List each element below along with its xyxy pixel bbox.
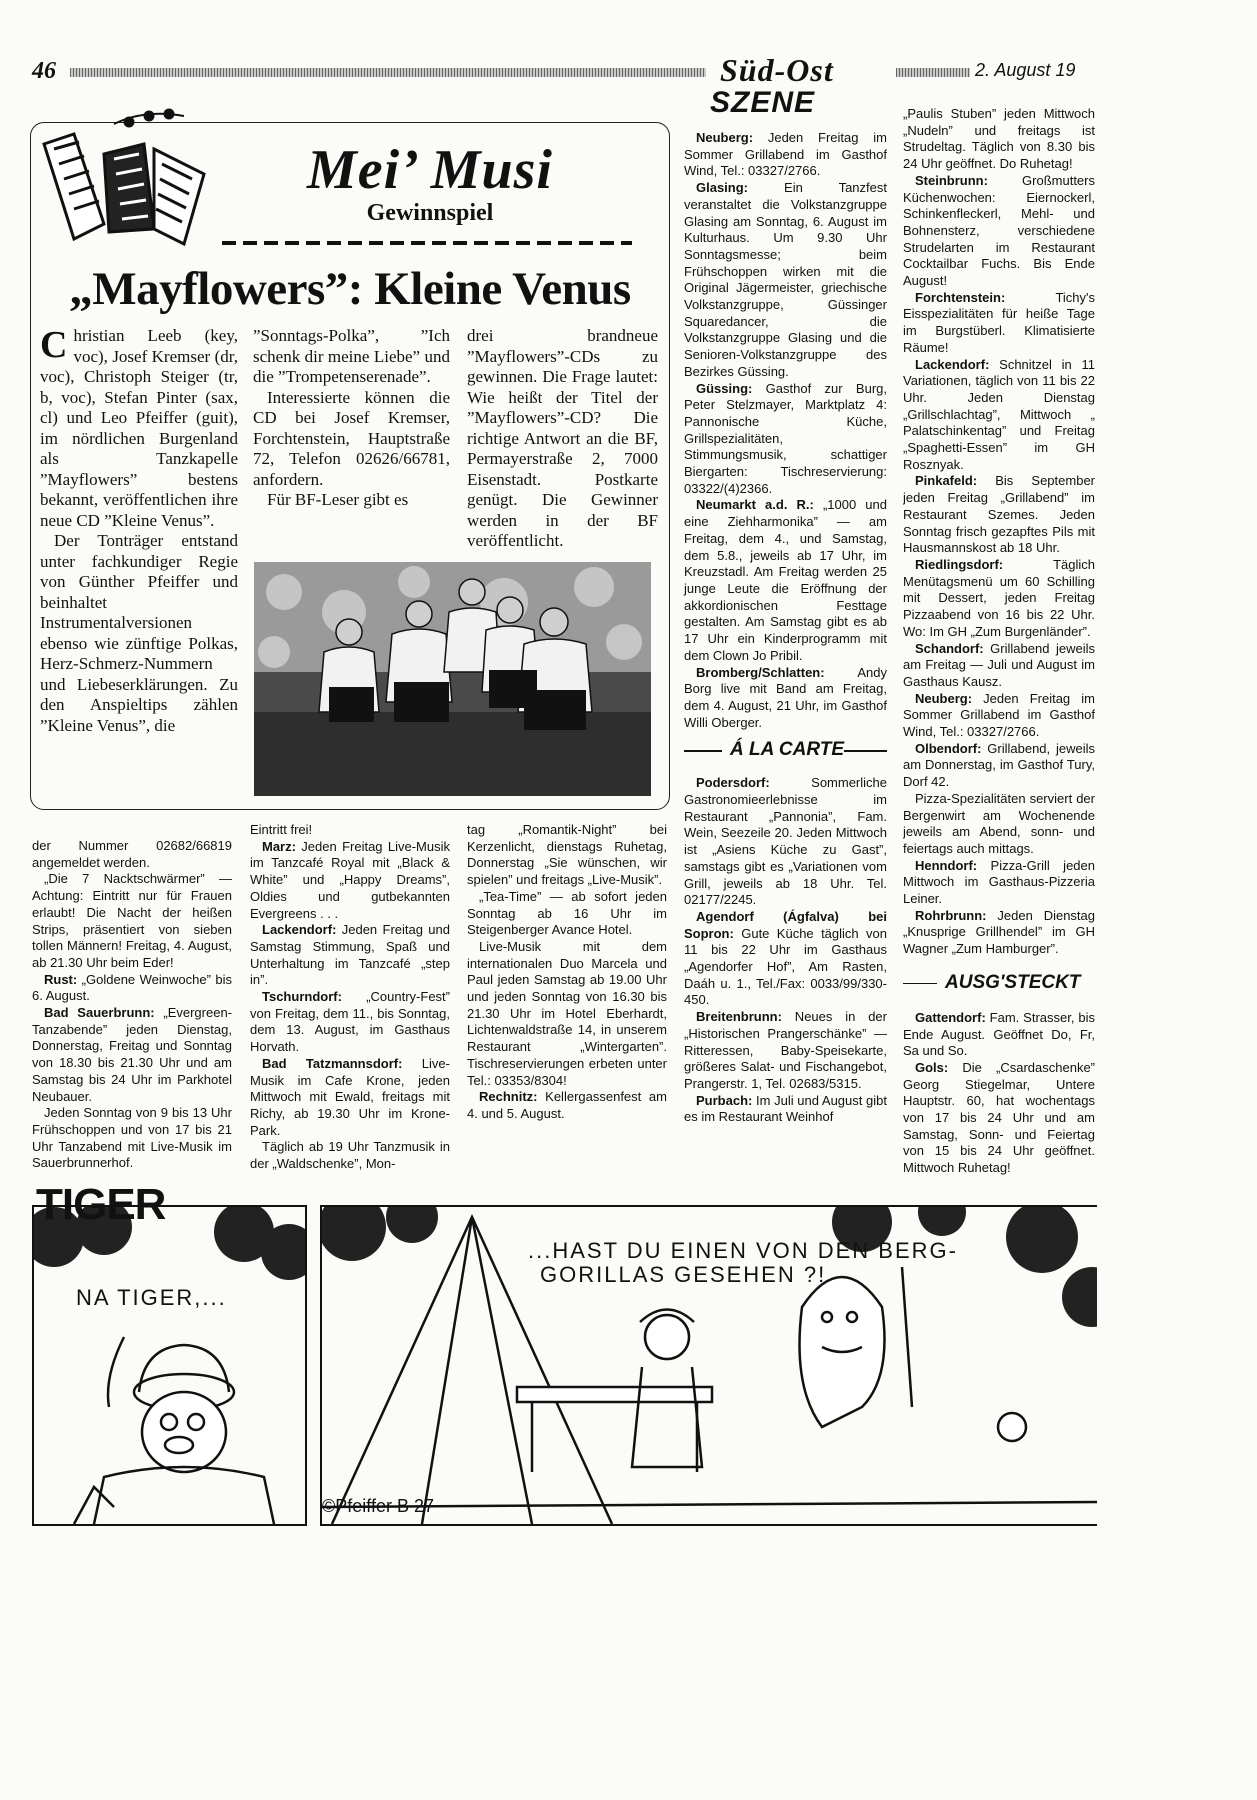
article-paragraph: Für BF-Leser gibt es: [267, 490, 409, 509]
listing-place: Gattendorf:: [915, 1009, 986, 1025]
listing-place: Agendorf (Ágfalva) bei Sopron:: [684, 908, 887, 941]
listing-place: Riedlingsdorf:: [915, 556, 1004, 572]
listing-text: Gasthof zur Burg, Peter Stelzmayer, Marktplatz 4: Pannonische Küche, Grillspezialitäten, Stimmungsmusik, schattiger Biergarten: Tischreservierung: 03322/(4)2366.: [684, 380, 887, 496]
listings-column-3: [467, 822, 667, 1123]
listing-place: Lackendorf:: [915, 356, 990, 372]
listing-text: Schnitzel in 11 Variationen, täglich von 11 bis 22 Uhr. Jeden Dienstag „Grillschlachtag”, Mittwoch „ Palatschinkentag” und Freitag „Spaghetti-Essen” im GH Rosznyak.: [903, 356, 1095, 472]
comic-panel-1: [32, 1205, 307, 1526]
listing-text: Täglich Menütagsmenü um 60 Schilling mit Dessert, jeden Freitag Pizzaabend von 16 bis 22 Uhr. Wo: Im GH „Zum Burgenländer”.: [903, 556, 1095, 639]
listing-text: Jeden Sonntag von 9 bis 13 Uhr Frühschoppen und von 17 bis 21 Uhr Tanzabend mit Live-Musik im Sauerbrunnerhof.: [32, 1105, 232, 1171]
listing-place: Bromberg/Schlatten:: [696, 664, 825, 680]
listing-entry: [903, 357, 1095, 474]
listing-text: Eintritt frei!: [250, 822, 313, 837]
listing-place: Podersdorf:: [696, 775, 770, 791]
listing-text: Jeden Freitag Live-Musik im Tanzcafé Royal mit „Black & White” und „Happy Dreams”, Oldies und gutbekannten Evergreens . . .: [250, 838, 450, 921]
article-column-1: [40, 326, 238, 736]
band-photo: [254, 562, 651, 796]
listing-entry: [903, 290, 1095, 357]
listing-text: Neues in der „Historischen Prangerschänke” — Ritteressen, Baby-Speisekarte, größeres Salat- und Fischangebot, Prangerstr. 1, Tel. 02683/5315.: [684, 1009, 887, 1091]
a-la-carte-title: Á LA CARTE: [730, 739, 844, 761]
listing-text: Im Juli und August gibt es im Restaurant Weinhof: [684, 1092, 887, 1125]
listing-place: Henndorf:: [915, 857, 978, 873]
listing-text: „Evergreen-Tanzabende” jeden Dienstag, Donnerstag, Freitag und Sonntag von 18.30 bis 21.30 Uhr und am Samstag bis 24 Uhr im Parkhotel Neubauer.: [32, 1005, 232, 1104]
listing-entry: [903, 691, 1095, 741]
headline: „Mayflowers”: Kleine Venus: [69, 263, 631, 315]
listing-place: Bad Tatzmannsdorf:: [262, 1055, 403, 1071]
listing-text: Jeden Freitag und Samstag Stimmung, Spaß und Unterhaltung im Tanzcafé „step in”.: [250, 922, 450, 988]
listing-entry: [684, 775, 887, 909]
listing-entry: [903, 641, 1095, 691]
listing-text: Sommerliche Gastronomieerlebnisse im Restaurant „Pannonia”, Fam. Wein, Seezeile 20. Jeden Mittwoch ist „Asiens Küche zu Gast”, samstags gibt es „Variationen vom Grill, jeweils ab 18 Uhr. Tel. 02177/2245.: [684, 775, 887, 908]
tiger-comic-logo: [36, 1180, 186, 1244]
listing-text: Tichy's Eisspezialitäten für heiße Tage im Burgstüberl. Klimatisierte Räume!: [903, 289, 1095, 355]
listing-entry: [32, 972, 232, 1005]
listing-text: „Paulis Stuben” jeden Mittwoch „Nudeln” und freitags ist Strudeltag. Täglich von 8.30 bis 24 Uhr geöffnet. Do Ruhetag!: [903, 106, 1095, 172]
listing-entry: [684, 665, 887, 732]
listing-entry: [684, 180, 887, 380]
column-title: Mei’ Musi: [307, 139, 553, 201]
listing-entry: [903, 1010, 1095, 1060]
listing-entry: [467, 889, 667, 939]
listing-text: Fam. Strasser, bis Ende August. Geöffnet Do, Fr, Sa und So.: [903, 1009, 1095, 1059]
drop-cap: C: [40, 324, 68, 366]
sued-ost-szene-logo: [706, 52, 892, 122]
logo-line1: Süd-Ost: [720, 52, 834, 88]
article-paragraph: ”Sonntags-Polka”, ”Ich schenk dir meine Liebe” und die ”Trompetenserenade”.: [253, 326, 450, 386]
listing-place: Forchtenstein:: [915, 289, 1006, 305]
listing-place: Purbach:: [696, 1092, 753, 1108]
listing-text: Täglich ab 19 Uhr Tanzmusik in der „Waldschenke”, Mon-: [250, 1139, 450, 1172]
listing-text: Grillabend jeweils am Freitag — Juli und August im Gasthaus Kausz.: [903, 640, 1095, 689]
comic-credit: ©Pfeiffer B 27: [322, 1496, 434, 1516]
comic-title: TIGER: [36, 1180, 166, 1229]
listing-place: Pinkafeld:: [915, 473, 978, 489]
listing-text: Ein Tanzfest veranstaltet die Volkstanzgruppe Glasing am Sonntag, 6. August im Kulturhaus. Um 9.30 Uhr Sonntagsmesse; beim Frühschoppen wirken mit die Original Jägermeister, griechische Volkstanzgruppe, Güssinger Squaredancer, die Volkstanzgruppe Glasing und die Senioren-Volkstanzgruppe des Bezirkes Güssing.: [684, 180, 887, 379]
listing-place: Gols:: [915, 1059, 949, 1075]
szene-entries: [903, 106, 1095, 958]
a-la-carte-heading: [684, 739, 887, 769]
listing-text: Pizza-Spezialitäten serviert der Bergenwirt am Wochenende jeweils am Abend, sonn- und feiertags auch mittags.: [903, 790, 1095, 856]
listing-entry: [684, 381, 887, 498]
a-la-carte-entries: [684, 775, 887, 1126]
listing-text: „Tea-Time” — ab sofort jeden Sonntag ab 16 Uhr im Steigenberger Avance Hotel.: [467, 888, 667, 938]
listing-place: Glasing:: [696, 180, 749, 196]
listing-text: Pizza-Grill jeden Mittwoch im Gasthaus-Pizzeria Leiner.: [903, 857, 1095, 907]
listing-text: Kellergassenfest am 4. und 5. August.: [467, 1089, 667, 1121]
article-paragraph: hristian Leeb (key, voc), Josef Kremser (dr, voc), Christoph Steiger (tr, b, voc), Stefan Pinter (sax, cl) und Leo Pfeiffer (guit), im nördlichen Burgenland als Tanzkapelle ”Mayflowers” bestens bekannt, veröffentlichen ihre neue CD ”Kleine Venus”.: [40, 326, 238, 530]
listing-place: Neuberg:: [696, 130, 754, 145]
comic-drawing-1: [34, 1207, 305, 1524]
listing-text: Andy Borg live mit Band am Freitag, dem 4. August, 21 Uhr, im Gasthof Willi Oberger.: [684, 664, 887, 730]
listing-text: Jeden Freitag im Sommer Grillabend im Gasthof Wind, Tel.: 03327/2766.: [684, 130, 887, 179]
listing-text: „Goldene Weinwoche” bis 6. August.: [32, 971, 232, 1004]
listing-entry: [903, 858, 1095, 908]
page-number: 46: [32, 58, 56, 84]
listing-place: Rust:: [44, 971, 78, 987]
speech-bubble-2-line1: ...HAST DU EINEN VON DEN BERG-: [528, 1238, 958, 1263]
listing-entry: [684, 1093, 887, 1126]
szene-column-1: [684, 130, 887, 1126]
speech-bubble-1: NA TIGER,...: [76, 1285, 227, 1310]
listing-text: Jeden Dienstag „Knusprige Grillhendel” im GH Wagner „Zum Hamburger”.: [903, 907, 1095, 957]
article-column-3: [467, 326, 658, 552]
listing-entry: [903, 106, 1095, 173]
szene-column-2: [903, 106, 1095, 1177]
listing-entry: [250, 922, 450, 989]
dashed-divider: [222, 241, 632, 245]
listing-text: „Die 7 Nacktschwärmer” — Achtung: Eintritt nur für Frauen erlaubt! Die Nacht der heißen Strips, präsentiert von sieben tollen Männern! Freitag, 4. August, ab 21.30 Uhr beim Eder!: [32, 871, 232, 970]
listing-entry: [467, 1089, 667, 1122]
listing-entry: [684, 497, 887, 664]
listing-entry: [250, 989, 450, 1056]
szene-entries: [684, 130, 887, 731]
logo-line2: SZENE: [710, 86, 816, 119]
listing-text: Bis September jeden Freitag „Grillabend” im Restaurant Szemes. Jeden Sonntag frisch gezapftes Pils mit Hausmannskost ab 18 Uhr.: [903, 473, 1095, 556]
listing-text: „1000 und eine Ziehharmonika” — am Freitag, dem 4., und Samstag, dem 5.8., jeweils ab 17 Uhr, im Kreuzstadl. Am Freitag werden 25 junge Leute die Eröffnung der akkordionischen Festtage gestalten. Am Samstag gibt es ab 17 Uhr ein Kinderprogramm mit dem Clown Jo Pribil.: [684, 497, 887, 663]
listing-place: Olbendorf:: [915, 740, 982, 756]
listing-entry: [32, 871, 232, 971]
listing-entry: [467, 822, 667, 889]
listing-entry: [32, 838, 232, 871]
header-rule-right: [896, 68, 970, 77]
listing-entry: [903, 1060, 1095, 1177]
ausgsteckt-title: AUSG'STECKT: [945, 971, 1081, 993]
listing-entry: [32, 1105, 232, 1172]
listing-entry: [250, 839, 450, 923]
listing-entry: [684, 909, 887, 1009]
issue-date: 2. August 19: [975, 60, 1076, 80]
listing-text: der Nummer 02682/66819 angemeldet werden.: [32, 838, 232, 870]
listing-entry: [684, 1009, 887, 1093]
listing-text: Großmutters Küchenwochen: Eiernockerl, Schinkenfleckerl, Mehl- und Bohnensterz, verschiedene Strudelarten im Restaurant Cocktailbar Fuchs. Bis Ende August!: [903, 172, 1095, 289]
listing-entry: [250, 1056, 450, 1140]
listing-text: Jeden Freitag im Sommer Grillabend im Gasthof Wind, Tel.: 03327/2766.: [903, 690, 1095, 740]
listing-place: Güssing:: [696, 380, 753, 396]
listing-entry: [467, 939, 667, 1089]
listing-entry: [250, 822, 450, 839]
article-paragraph: Interessierte können die CD bei Josef Kremser, Forchtenstein, Hauptstraße 72, Telefon 02626/66781, anfordern.: [253, 387, 450, 489]
listing-text: Gute Küche täglich von 11 bis 22 Uhr im Gasthaus „Agendorfer Hof”, Am Rasten, Daáh u. 1., Tel./Fax: 0033/99/330-450.: [684, 925, 887, 1008]
listing-text: Die „Csardaschenke” Georg Stiegelmar, Untere Hauptstr. 60, hat wochentags von 17 bis 24 Uhr und am Samstag, Sonn- und Feiertag von 15 bis 24 Uhr geöffnet. Mittwoch Ruhetag!: [903, 1059, 1095, 1176]
article-column-2: [253, 326, 450, 511]
listing-place: Neumarkt a.d. R.:: [696, 497, 814, 513]
ausgsteckt-heading: [903, 972, 1095, 1002]
header-rule-left: [70, 68, 706, 77]
listing-place: Schandorf:: [915, 640, 984, 656]
listing-entry: [250, 1139, 450, 1172]
speech-bubble-2-line2: GORILLAS GESEHEN ?!: [540, 1262, 827, 1287]
listing-entry: [32, 1005, 232, 1105]
listing-place: Rechnitz:: [479, 1089, 538, 1105]
listing-text: tag „Romantik-Night” bei Kerzenlicht, dienstags Ruhetag, Donnerstag „Sie wünschen, wir spielen” und freitags „Live-Musik”.: [467, 822, 667, 888]
listing-place: Lackendorf:: [262, 922, 337, 938]
listing-text: „Country-Fest” von Freitag, dem 11., bis Sonntag, dem 13. August, im Gasthaus Horvath.: [250, 989, 450, 1055]
accordion-icon: [34, 104, 214, 254]
listing-text: Live-Musik im Cafe Krone, jeden Mittwoch mit Ewald, freitags mit Richy, ab 19.30 Uhr im Krone-Park.: [250, 1055, 450, 1138]
listing-entry: [903, 173, 1095, 290]
listing-entry: [903, 473, 1095, 557]
listing-place: Marz:: [262, 838, 296, 854]
listing-place: Rohrbrunn:: [915, 907, 987, 923]
listing-entry: [903, 557, 1095, 641]
listing-text: Live-Musik mit dem internationalen Duo Marcela und Paul jeden Samstag ab 19.00 Uhr und jeden Sonntag von 16.30 bis 21.30 Uhr im Hotel Eberhardt, Lichtenwaldstraße 14, in unserem Restaurant „Wintergarten”. Tischreservierungen erbeten unter Tel.: 03353/8304!: [467, 938, 667, 1088]
article-paragraph: Der Tonträger entstand unter fachkundiger Regie von Günther Pfeiffer und beinhaltet Instrumentalversionen ebenso wie zünftige Polkas, Herz-Schmerz-Nummern und Liebeserklärungen. Zu den Anspieltips zählen ”Kleine Venus”, die: [40, 531, 238, 735]
article-paragraph: drei brandneue ”Mayflowers”-CDs zu gewinnen. Die Frage lautet: Wie heißt der Titel der ”Mayflowers”-CD? Die richtige Antwort an die BF, Permayerstraße 2, 7000 Eisenstadt. Postkarte genügt. Die Gewinner werden in der BF veröffentlicht.: [467, 326, 658, 550]
listing-entry: [684, 130, 887, 180]
listing-entry: [903, 791, 1095, 858]
listing-place: Tschurndorf:: [262, 989, 342, 1005]
listing-place: Bad Sauerbrunn:: [44, 1005, 155, 1021]
ausgsteckt-entries: [903, 1010, 1095, 1177]
listing-entry: [903, 741, 1095, 791]
listing-text: Grillabend, jeweils am Donnerstag, im Gasthof Tury, Dorf 42.: [903, 740, 1095, 790]
listings-column-1: [32, 838, 232, 1172]
listing-place: Neuberg:: [915, 690, 973, 706]
listing-place: Steinbrunn:: [915, 172, 988, 188]
listings-column-2: [250, 822, 450, 1173]
listing-entry: [903, 908, 1095, 958]
contest-label: Gewinnspiel: [366, 200, 494, 226]
listing-place: Breitenbrunn:: [696, 1009, 782, 1025]
